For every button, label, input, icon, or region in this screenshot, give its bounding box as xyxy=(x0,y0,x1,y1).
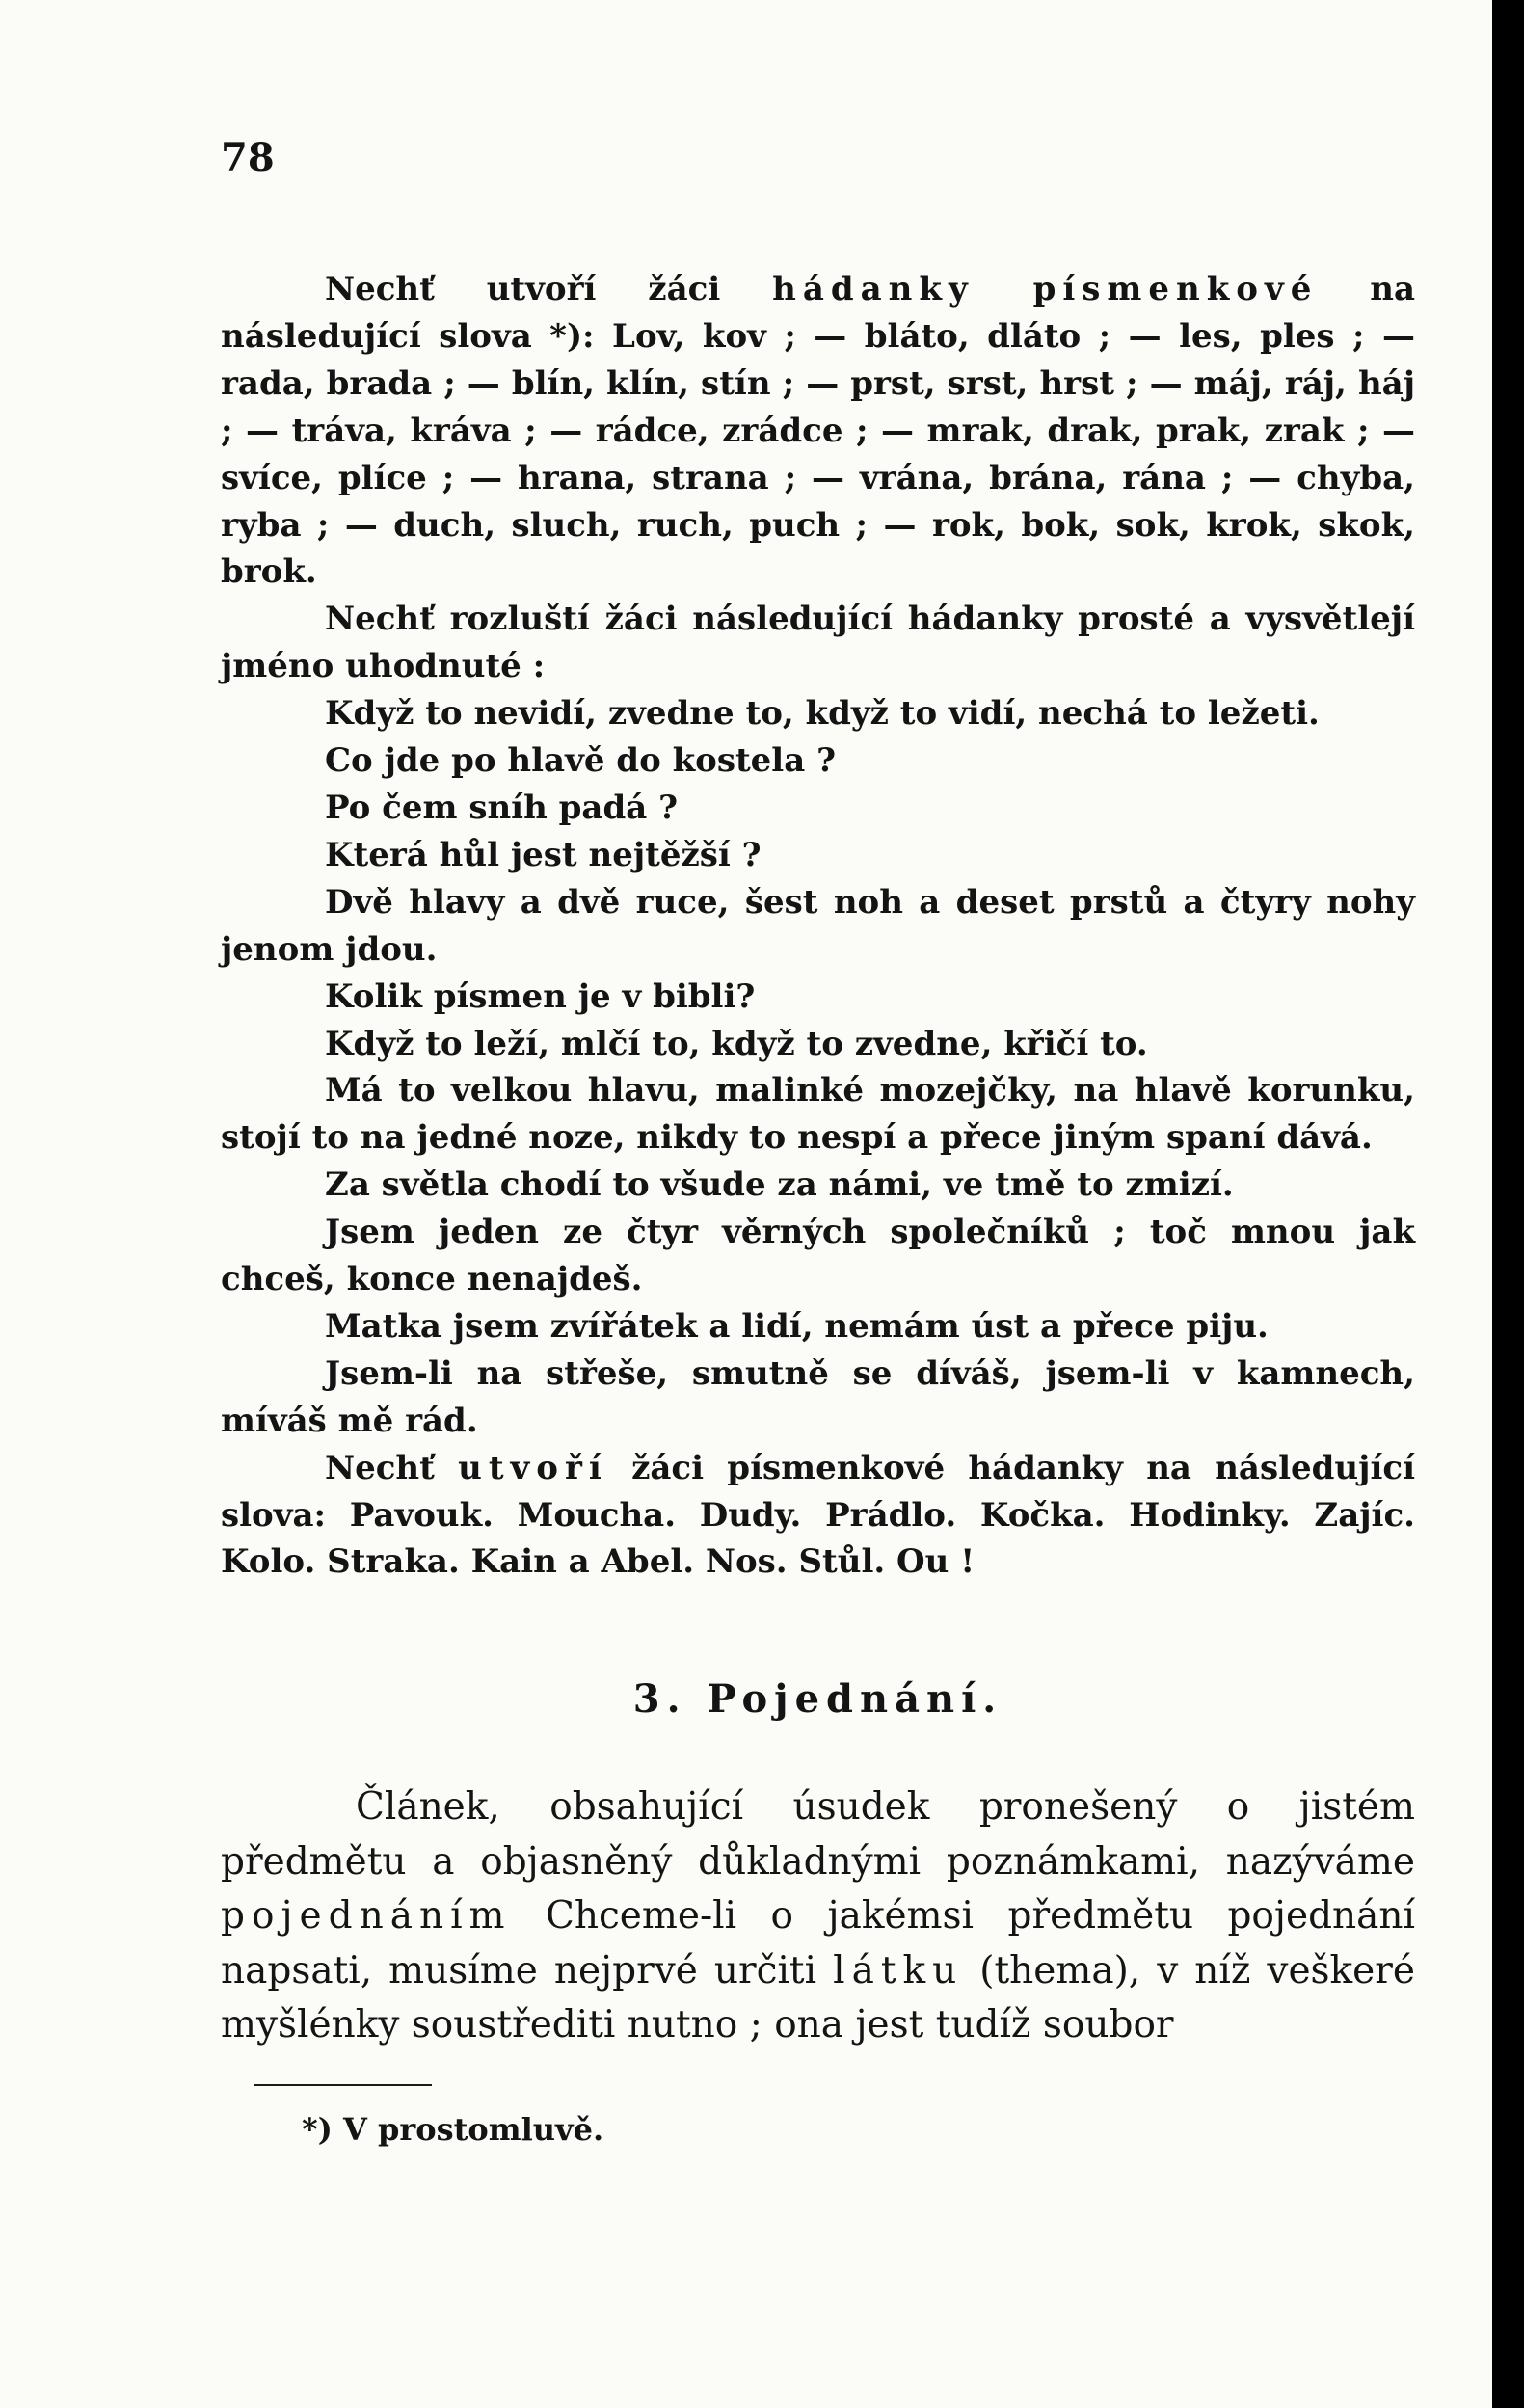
text-run: Článek, obsahující úsudek pronešený o jistém předmětu a objasněný důkladnými poznámkami, nazýváme xyxy=(221,1785,1415,1884)
paragraph-letter-riddles xyxy=(221,266,1415,596)
paragraph-riddle-intro: Nechť rozluští žáci následující hádanky prosté a vysvětlejí jméno uhodnuté : xyxy=(221,600,1415,686)
footnote: *) V prostomluvě. xyxy=(302,2110,604,2148)
scan-edge xyxy=(1492,0,1524,2408)
riddle-item: Matka jsem zvířátek a lidí, nemám úst a přece piju. xyxy=(325,1306,1269,1346)
riddle-item: Kolik písmen je v bibli? xyxy=(325,977,756,1016)
emphasized-term: pojednáním xyxy=(221,1894,512,1939)
riddle-item: Když to leží, mlčí to, když to zvedne, křičí to. xyxy=(325,1024,1148,1063)
paragraph-word-list xyxy=(221,1445,1415,1587)
text-run: žáci písmenkové hádanky na následující slova: Pavouk. Moucha. Dudy. Prádlo. Kočka. Hodinky. Zajíc. Kolo. Straka. Kain a Abel. Nos. Stůl. Ou ! xyxy=(221,1448,1415,1582)
page-number: 78 xyxy=(221,135,275,180)
emphasized-term: utvoří xyxy=(458,1448,608,1487)
riddle-item: Co jde po hlavě do kostela ? xyxy=(325,741,837,781)
footnote-divider xyxy=(254,2084,432,2086)
riddle-item: Po čem sníh padá ? xyxy=(325,788,679,827)
riddle-item: Která hůl jest nejtěžší ? xyxy=(325,835,762,874)
main-text xyxy=(221,266,1415,1586)
text-run: na následující slova *): Lov, kov ; — bláto, dláto ; — les, ples ; — rada, brada ; — blín, klín, stín ; — prst, srst, hrst ; — máj, ráj, háj ; — tráva, kráva ; — rádce, zrádce ; — mrak, drak, prak, zrak ; — svíce, plíce ; — hrana, strana ; — vrána, brána, rána ; — chyba, ryba ; — duch, sluch, ruch, puch ; — rok, bok, sok, krok, skok, brok. xyxy=(221,270,1415,592)
section-body xyxy=(221,1780,1415,2053)
text-run: Chceme-li o jakémsi předmětu pojednání napsati, musíme nejprvé určiti xyxy=(221,1894,1415,1993)
riddle-item: Za světla chodí to všude za námi, ve tmě to zmizí. xyxy=(325,1165,1234,1205)
section-paragraph xyxy=(221,1780,1415,2053)
riddle-item: Má to velkou hlavu, malinké mozejčky, na hlavě korunku, stojí to na jedné noze, nikdy to nespí a přece jiným spaní dává. xyxy=(221,1071,1415,1158)
riddle-item: Dvě hlavy a dvě ruce, šest noh a deset prstů a čtyry nohy jenom jdou. xyxy=(221,882,1415,969)
riddle-item: Když to nevidí, zvedne to, když to vidí, nechá to ležeti. xyxy=(325,694,1320,734)
emphasized-term: látku xyxy=(833,1948,964,1993)
section-heading: 3. Pojednání. xyxy=(632,1676,1003,1723)
text-run: Nechť utvoří žáci xyxy=(325,270,773,308)
riddle-item: Jsem jeden ze čtyr věrných společníků ; toč mnou jak chceš, konce nenajdeš. xyxy=(221,1213,1415,1299)
text-run: (thema), v níž veškeré myšlénky soustřediti nutno ; ona jest tudíž soubor xyxy=(221,1948,1415,2047)
riddle-item: Jsem-li na střeše, smutně se díváš, jsem-li v kamnech, míváš mě rád. xyxy=(221,1353,1415,1440)
text-run: Nechť xyxy=(325,1448,459,1487)
emphasized-term: hádanky písmenkové xyxy=(772,270,1319,308)
